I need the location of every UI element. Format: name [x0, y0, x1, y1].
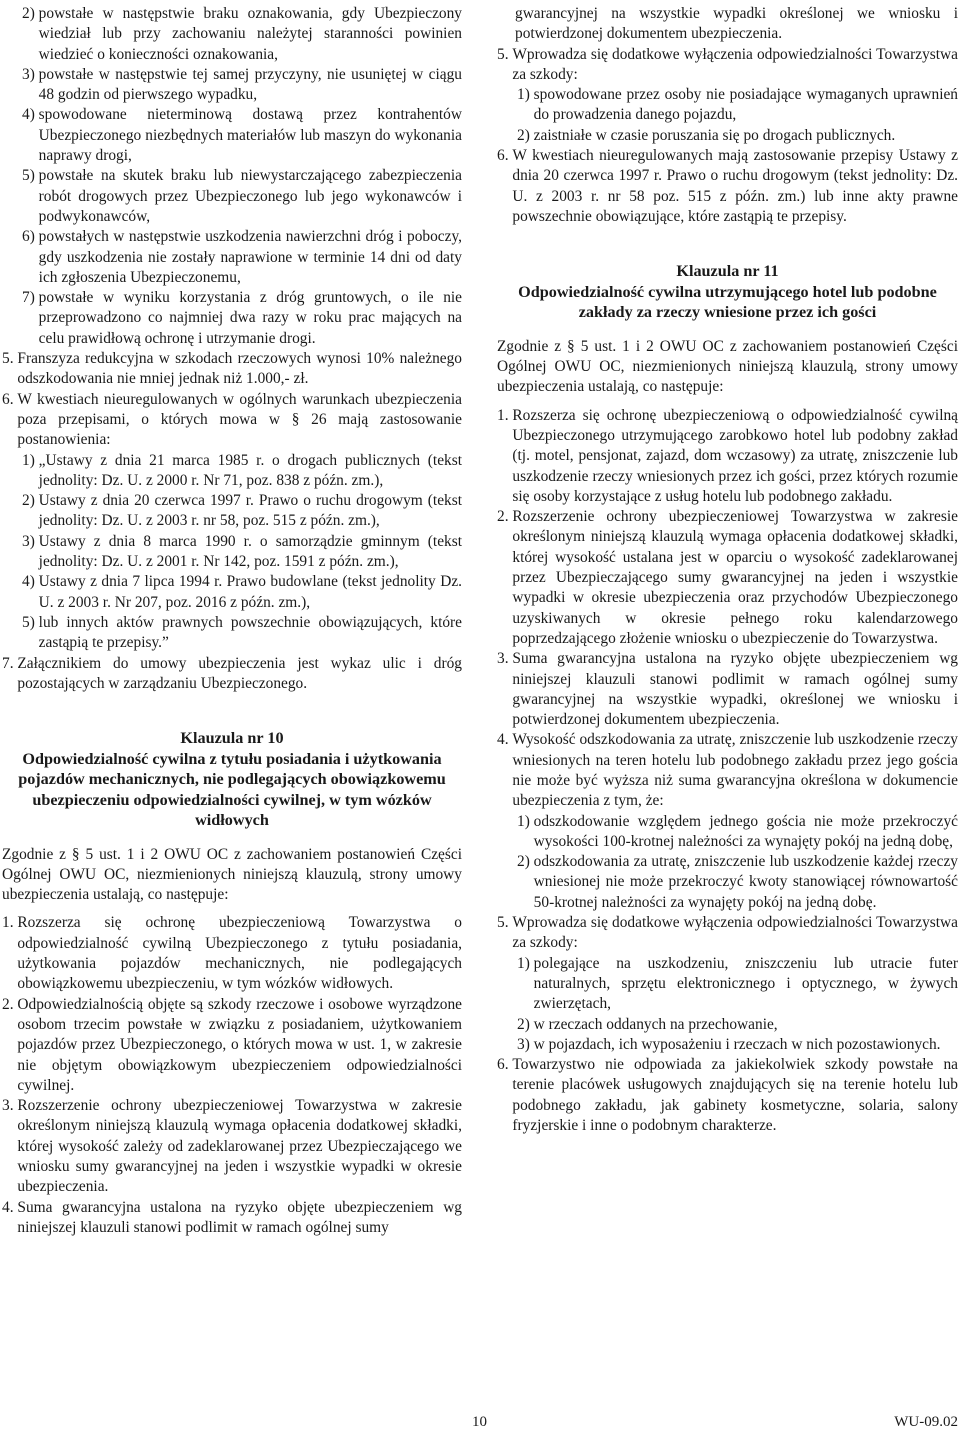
list-item: 7) powstałe w wyniku korzystania z dróg gruntowych, o ile nie przeprowadzono co najmniej dwa razy w roku prac mających na celu prawidłową ochronę i utrzymanie drogi.	[22, 289, 462, 347]
list-item: 3) Ustawy z dnia 8 marca 1990 r. o samorządzie gminnym (tekst jednolity: Dz. U. z 2001 r. Nr 142, poz. 1591 z późn. zm.),	[22, 532, 462, 571]
clause-10-title: Klauzula nr 10	[180, 729, 284, 748]
continuation-text: gwarancyjnej na wszystkie wypadki określonej we wniosku i potwierdzonej dokumentem ubezpieczenia.	[515, 5, 958, 43]
list-item: 4) Ustawy z dnia 7 lipca 1994 r. Prawo budowlane (tekst jednolity Dz. U. z 2003 r. Nr 207, poz. 2016 z późn. zm.),	[22, 573, 462, 611]
list-item: 5) powstałe na skutek braku lub niewystarczającego zabezpieczenia robót drogowych przez Ubezpieczonego lub jego wykonawców i podwykonawców,	[22, 167, 462, 225]
list-item: 1) „Ustawy z dnia 21 marca 1985 r. o drogach publicznych (tekst jednolity: Dz. U. z 2000 r. Nr 71, poz. 838 z późn. zm.),	[22, 451, 462, 489]
paragraph-5: 5. Wprowadza się dodatkowe wyłączenia odpowiedzialności Towarzystwa za szkody:	[497, 914, 958, 952]
paragraph-7: 7. Załącznikiem do umowy ubezpieczenia jest wykaz ulic i dróg pozostających w zarządzaniu Ubezpieczonego.	[2, 654, 462, 692]
list-item: 2) Ustawy z dnia 20 czerwca 1997 r. Prawo o ruchu drogowym (tekst jednolity: Dz. U. z 2003 r. nr 58, poz. 515 z późn. zm.),	[22, 492, 462, 530]
list-item: 6) powstałych w następstwie uszkodzenia nawierzchni dróg i poboczy, gdy uszkodzenia nie zostały naprawione w terminie 14 dni od daty ich zgłoszenia Ubezpieczonemu,	[22, 228, 462, 286]
clause-10-point: 3. Rozszerzenie ochrony ubezpieczeniowej Towarzystwa w zakresie określonym niniejszą klauzulą wymaga opłacenia dodatkowej składki, której wysokość zależy od zadeklarowanej przez Ubezpieczającego we wniosku sumy gwarancyjnej na jeden i wszystkie wypadki w okresie ubezpieczenia.	[2, 1097, 462, 1196]
clause-10-point: 1. Rozszerza się ochronę ubezpieczeniową Towarzystwa o odpowiedzialność cywilną Ubezpieczonego z tytułu posiadania, użytkowania pojazdów mechanicznych, nie podlegających obowiązkowemu ubezpieczeniu, w tym wózków widłowych.	[2, 914, 462, 993]
clause-11-point: 3. Suma gwarancyjna ustalona na ryzyko objęte ubezpieczeniem wg niniejszej klauzuli stanowi podlimit w ramach ogólnej sumy gwarancyjnej na wszystkie wypadki, określonej we wniosku i potwierdzonej dokumentem ubezpieczenia.	[497, 650, 958, 729]
list-item: 3) powstałe w następstwie tej samej przyczyny, nie usuniętej w ciągu 48 godzin od pierwszego wypadku,	[22, 65, 462, 104]
paragraph-5: 5. Franszyza redukcyjna w szkodach rzeczowych wynosi 10% należnego odszkodowania nie mniej jednak niż 1.000,- zł.	[2, 350, 462, 388]
list-item: 1) polegające na uszkodzeniu, zniszczeniu lub utracie futer naturalnych, sprzętu elektronicznego i optycznego, w żywych zwierzętach,	[517, 954, 958, 1013]
clause-11-point: 2. Rozszerzenie ochrony ubezpieczeniowej Towarzystwa w zakresie określonym niniejszą klauzulą wymaga opłacenia dodatkowej składki, której wysokość ustalana jest w oparciu o wysokość zadeklarowanej przez Ubezpieczającego sumy gwarancyjnej na jeden i wszystkie wypadki w okresie ubezpieczenia oraz przychodów Ubezpieczonego uzyskiwanych w okresie pełnego roku kalendarzowego poprzedzającego złożenie wniosku o ubezpieczenie do Towarzystwa.	[497, 508, 958, 647]
list-item: 4) spowodowane nieterminową dostawą przez kontrahentów Ubezpieczonego niezbędnych materiałów lub maszyn do wykonania naprawy drogi,	[22, 106, 462, 165]
clause-11-point: 4. Wysokość odszkodowania za utratę, zniszczenie lub uszkodzenie rzeczy wniesionych na teren hotelu lub podobnego zakładu przez jego gościa nie może być wyższa niż suma gwarancyjna określona w dokumencie ubezpieczenia z tym, że:	[497, 731, 958, 810]
list-item: 1) odszkodowanie względem jednego gościa nie może przekroczyć wysokości 100-krotnej należności za wynajęty pokój na jedną dobę,	[517, 812, 958, 850]
right-column	[497, 4, 958, 1136]
clause-10-point: 2. Odpowiedzialnością objęte są szkody rzeczowe i osobowe wyrządzone osobom trzecim powstałe w związku z posiadaniem, użytkowaniem pojazdów przez Ubezpieczonego, o których mowa w ust. 1, w zakresie nie objętym obowiązkowym ubezpieczeniem odpowiedzialności cywilnej.	[2, 995, 462, 1094]
paragraph-5: 5. Wprowadza się dodatkowe wyłączenia odpowiedzialności Towarzystwa za szkody:	[497, 45, 958, 83]
list-item: 1) spowodowane przez osoby nie posiadające wymaganych uprawnień do prowadzenia danego pojazdu,	[517, 86, 958, 124]
list-item: 3) w pojazdach, ich wyposażeniu i rzeczach w nich pozostawionych.	[517, 1035, 941, 1053]
paragraph-6: 6. W kwestiach nieuregulowanych mają zastosowanie przepisy Ustawy z dnia 20 czerwca 1997 r. Prawo o ruchu drogowym (tekst jednolity: Dz. U. z 2003 r. nr 58 poz. 515 z późn. zm.) lub inne akty prawne powszechnie obowiązujące, które zastąpią te przepisy.	[497, 147, 958, 225]
list-item: 2) zaistniałe w czasie poruszania się po drogach publicznych.	[517, 126, 896, 144]
list-item: 2) w rzeczach oddanych na przechowanie,	[517, 1015, 778, 1033]
list-item: 2) odszkodowania za utratę, zniszczenie lub uszkodzenie każdej rzeczy wniesionej nie może przekroczyć kwoty stanowiącej równowartość 50-krotnej należności za wynajęty pokój na jedną dobę.	[517, 853, 958, 911]
clause-10-intro: Zgodnie z § 5 ust. 1 i 2 OWU OC z zachowaniem postanowień Części Ogólnej OWU OC, niezmienionych niniejszą klauzulą, strony umowy ubezpieczenia ustalają, co następuje:	[2, 845, 462, 904]
list-item: 2) powstałe w następstwie braku oznakowania, gdy Ubezpieczony wiedział lub przy zachowaniu należytej staranności powinien wiedzieć o konieczności oznakowania,	[22, 5, 462, 63]
page-number: 10	[472, 1414, 487, 1430]
clause-11-point: 1. Rozszerza się ochronę ubezpieczeniową o odpowiedzialność cywilną Ubezpieczonego utrzymującego zarobkowo hotel lub podobny zakład (tj. motel, pensjonat, zajazd, dom wczasowy) za utratę, zniszczenie lub uszkodzenie rzeczy wniesionych przez ich gości, przez których rozumie się osoby korzystające z usług hotelu lub podobnego zakładu.	[497, 406, 958, 505]
clause-11-intro: Zgodnie z § 5 ust. 1 i 2 OWU OC z zachowaniem postanowień Części Ogólnej OWU OC, niezmienionych niniejszą klauzulą, strony umowy ubezpieczenia ustalają, co następuje:	[497, 337, 958, 396]
paragraph-6: 6. W kwestiach nieuregulowanych w ogólnych warunkach ubezpieczenia poza przepisami, o których mowa w § 26 mają zastosowanie postanowienia:	[2, 390, 462, 449]
paragraph-6: 6. Towarzystwo nie odpowiada za jakiekolwiek szkody powstałe na terenie placówek usługowych znajdujących się na terenie hotelu lub podobnego zakładu, jak gabinety kosmetyczne, solaria, salony fryzjerskie i inne o podobnym charakterze.	[497, 1056, 958, 1135]
clause-10-subtitle: Odpowiedzialność cywilna z tytułu posiadania i użytkowania pojazdów mechanicznych, nie podlegających obowiązkowemu ubezpieczeniu odpowiedzialności cywilnej, w tym wózków widłowych	[18, 749, 446, 830]
document-code: WU-09.02	[894, 1414, 958, 1430]
clause-11-subtitle: Odpowiedzialność cywilna utrzymującego hotel lub podobne zakłady za rzeczy wniesione przez ich gości	[518, 282, 937, 322]
list-item: 5) lub innych aktów prawnych powszechnie obowiązujących, które zastąpią te przepisy.”	[22, 613, 462, 652]
left-column	[2, 4, 462, 1238]
clause-11-title: Klauzula nr 11	[676, 262, 779, 281]
clause-10-point: 4. Suma gwarancyjna ustalona na ryzyko objęte ubezpieczeniem wg niniejszej klauzuli stanowi podlimit w ramach ogólnej sumy	[2, 1198, 462, 1236]
